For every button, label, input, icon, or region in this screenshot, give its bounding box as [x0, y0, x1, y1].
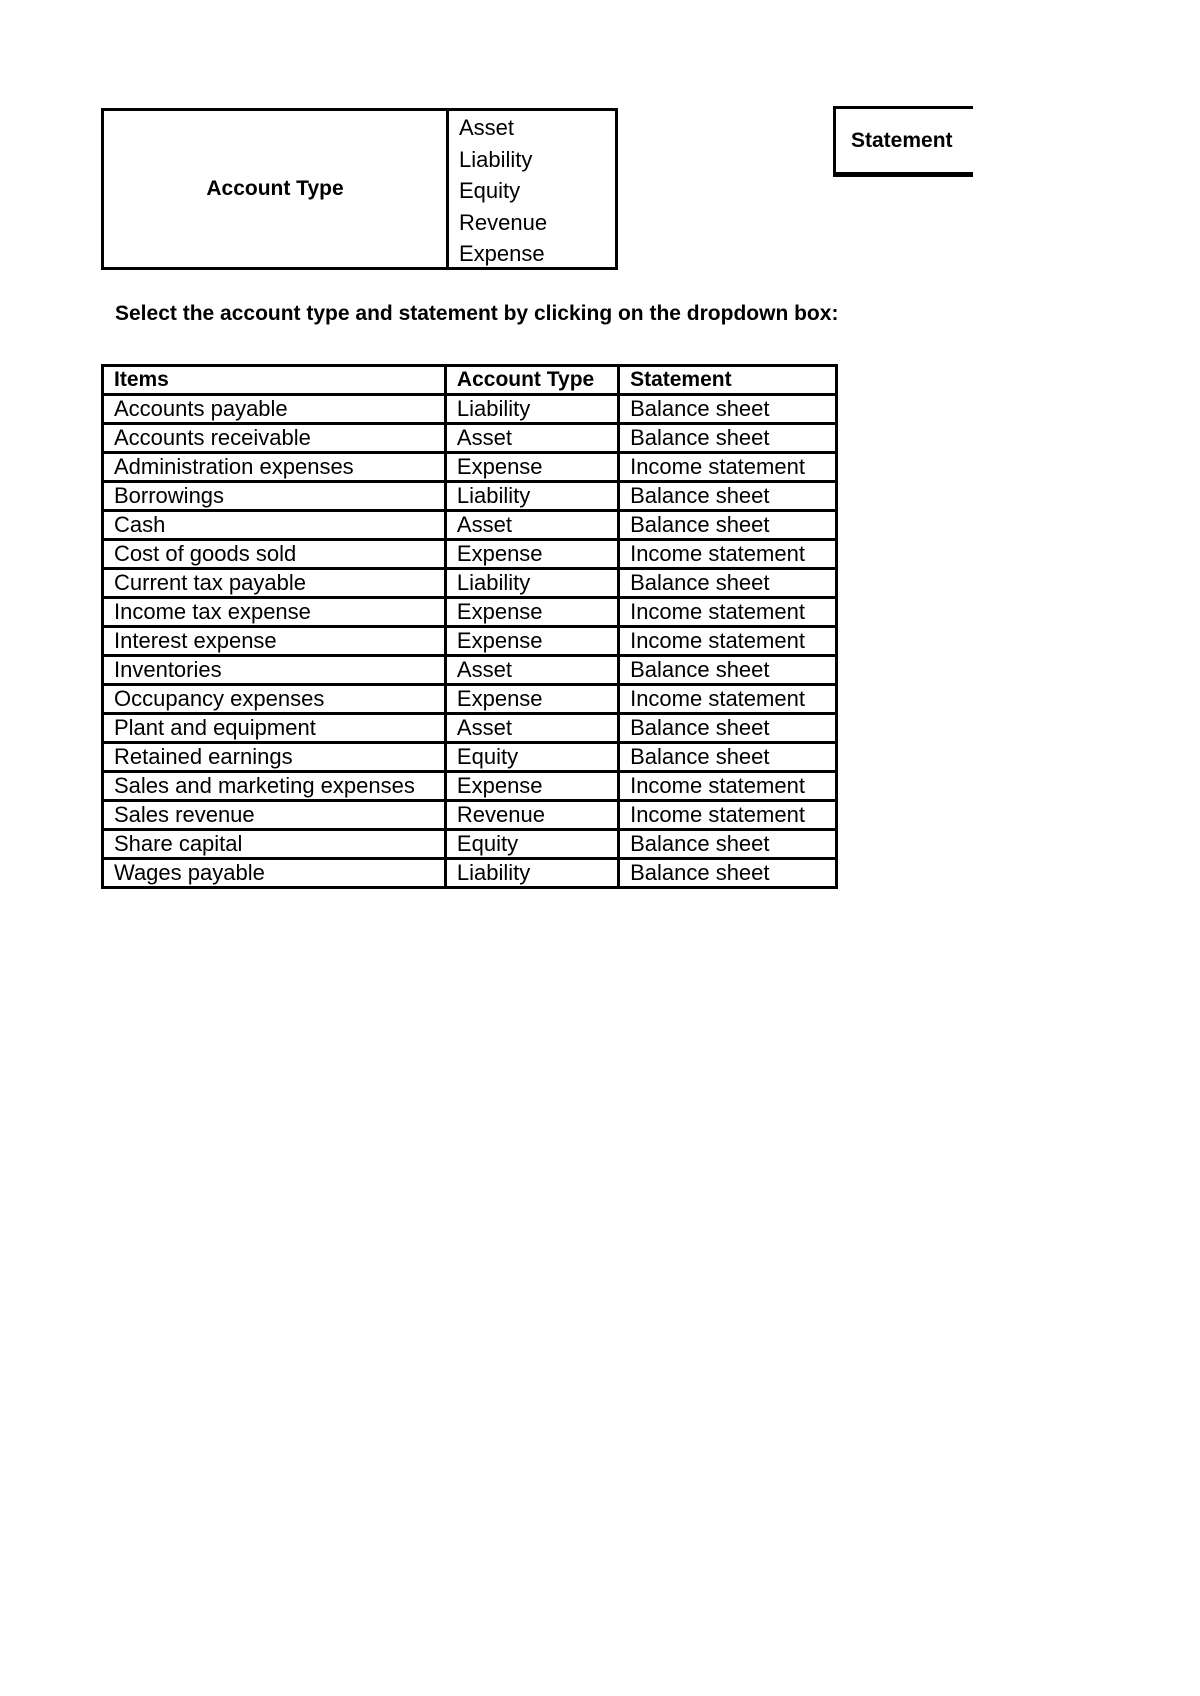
- statement-dropdown[interactable]: Income statement: [619, 801, 837, 830]
- statement-dropdown[interactable]: Balance sheet: [619, 511, 837, 540]
- table-row: [103, 772, 837, 801]
- statement-dropdown[interactable]: Balance sheet: [619, 424, 837, 453]
- table-header-row: [103, 366, 837, 395]
- account-type-dropdown[interactable]: Equity: [445, 830, 618, 859]
- item-cell: Sales revenue: [103, 801, 446, 830]
- account-type-dropdown[interactable]: Expense: [445, 627, 618, 656]
- item-cell: Income tax expense: [103, 598, 446, 627]
- statement-reference-box: [833, 106, 973, 177]
- table-row: [103, 511, 837, 540]
- account-type-dropdown[interactable]: Expense: [445, 685, 618, 714]
- table-row: [103, 859, 837, 888]
- item-cell: Cost of goods sold: [103, 540, 446, 569]
- statement-dropdown[interactable]: Balance sheet: [619, 482, 837, 511]
- items-table: [101, 364, 838, 889]
- item-cell: Administration expenses: [103, 453, 446, 482]
- account-type-option: Asset: [459, 115, 515, 140]
- account-type-dropdown[interactable]: Revenue: [445, 801, 618, 830]
- account-type-option: Revenue: [459, 209, 548, 235]
- account-type-dropdown[interactable]: Asset: [445, 511, 618, 540]
- statement-dropdown[interactable]: Income statement: [619, 685, 837, 714]
- item-cell: Sales and marketing expenses: [103, 772, 446, 801]
- statement-reference-label: Statement: [851, 128, 953, 152]
- table-row: [103, 569, 837, 598]
- item-cell: Wages payable: [103, 859, 446, 888]
- statement-dropdown[interactable]: Income statement: [619, 540, 837, 569]
- account-type-reference-box: [101, 108, 618, 270]
- item-cell: Interest expense: [103, 627, 446, 656]
- table-row: [103, 395, 837, 424]
- table-row: [103, 453, 837, 482]
- account-type-options-list: [449, 111, 615, 267]
- statement-dropdown[interactable]: Income statement: [619, 598, 837, 627]
- table-row: [103, 627, 837, 656]
- header-statement: Statement: [619, 366, 837, 395]
- statement-dropdown[interactable]: Balance sheet: [619, 830, 837, 859]
- item-cell: Share capital: [103, 830, 446, 859]
- table-row: [103, 685, 837, 714]
- statement-dropdown[interactable]: Income statement: [619, 772, 837, 801]
- item-cell: Current tax payable: [103, 569, 446, 598]
- statement-dropdown[interactable]: Balance sheet: [619, 569, 837, 598]
- account-type-dropdown[interactable]: Asset: [445, 714, 618, 743]
- account-type-dropdown[interactable]: Expense: [445, 453, 618, 482]
- account-type-option: Liability: [459, 146, 533, 172]
- account-type-option: Equity: [459, 178, 521, 203]
- table-row: [103, 656, 837, 685]
- table-row: [103, 830, 837, 859]
- table-row: [103, 801, 837, 830]
- statement-dropdown[interactable]: Income statement: [619, 453, 837, 482]
- account-type-dropdown[interactable]: Liability: [445, 569, 618, 598]
- account-type-dropdown[interactable]: Liability: [445, 482, 618, 511]
- table-row: [103, 540, 837, 569]
- account-type-dropdown[interactable]: Expense: [445, 540, 618, 569]
- item-cell: Borrowings: [103, 482, 446, 511]
- table-row: [103, 598, 837, 627]
- table-row: [103, 424, 837, 453]
- account-type-dropdown[interactable]: Liability: [445, 395, 618, 424]
- table-row: [103, 714, 837, 743]
- account-type-dropdown[interactable]: Expense: [445, 598, 618, 627]
- item-cell: Accounts receivable: [103, 424, 446, 453]
- header-account-type: Account Type: [445, 366, 618, 395]
- item-cell: Plant and equipment: [103, 714, 446, 743]
- account-type-reference-label: Account Type: [104, 111, 449, 267]
- item-cell: Inventories: [103, 656, 446, 685]
- statement-dropdown[interactable]: Balance sheet: [619, 395, 837, 424]
- table-body: [103, 395, 837, 888]
- account-type-dropdown[interactable]: Equity: [445, 743, 618, 772]
- statement-dropdown[interactable]: Income statement: [619, 627, 837, 656]
- header-items: Items: [103, 366, 446, 395]
- account-type-option: Expense: [459, 241, 545, 266]
- item-cell: Cash: [103, 511, 446, 540]
- statement-dropdown[interactable]: Balance sheet: [619, 859, 837, 888]
- account-type-dropdown[interactable]: Asset: [445, 656, 618, 685]
- account-type-dropdown[interactable]: Liability: [445, 859, 618, 888]
- statement-dropdown[interactable]: Balance sheet: [619, 656, 837, 685]
- table-row: [103, 743, 837, 772]
- item-cell: Accounts payable: [103, 395, 446, 424]
- account-type-dropdown[interactable]: Asset: [445, 424, 618, 453]
- account-type-dropdown[interactable]: Expense: [445, 772, 618, 801]
- instruction-text: Select the account type and statement by clicking on the dropdown box:: [115, 302, 839, 325]
- statement-dropdown[interactable]: Balance sheet: [619, 743, 837, 772]
- statement-dropdown[interactable]: Balance sheet: [619, 714, 837, 743]
- table-row: [103, 482, 837, 511]
- item-cell: Occupancy expenses: [103, 685, 446, 714]
- item-cell: Retained earnings: [103, 743, 446, 772]
